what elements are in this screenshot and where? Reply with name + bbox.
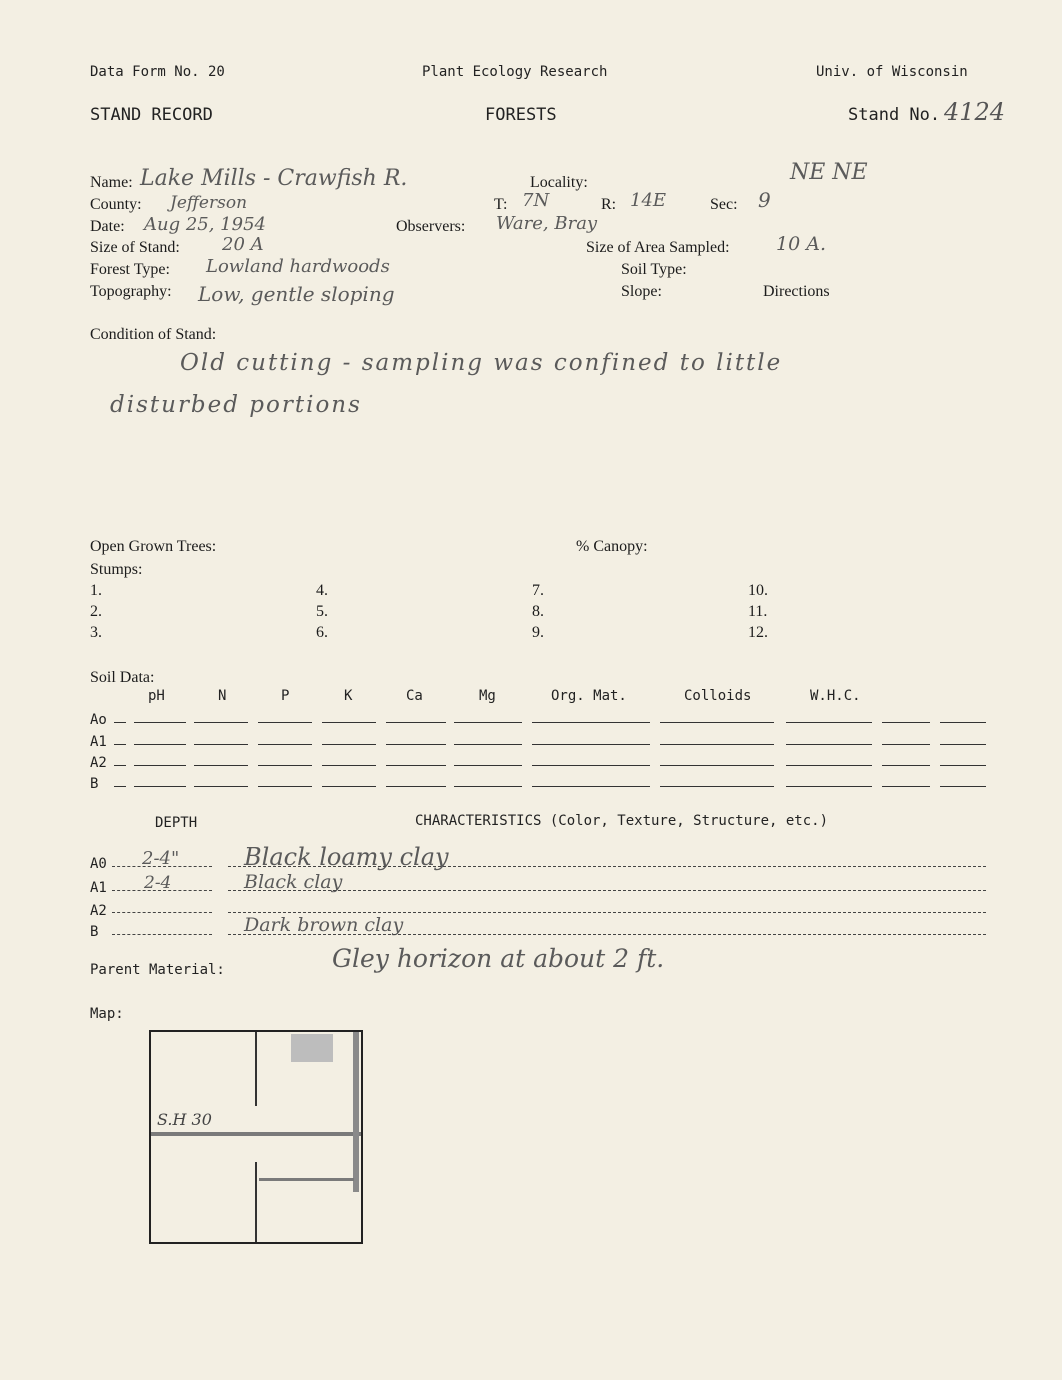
soil-blank-line <box>114 786 126 787</box>
soil-blank-line <box>940 744 986 745</box>
soil-blank-line <box>134 786 186 787</box>
soil-blank-line <box>786 765 872 766</box>
soil-blank-line <box>114 765 126 766</box>
stump-number: 2. <box>90 603 102 620</box>
condition-line-2: disturbed portions <box>110 392 362 418</box>
characteristics-line <box>228 866 986 867</box>
stump-number: 11. <box>748 603 768 620</box>
soil-row-label: A1 <box>90 734 107 750</box>
map-annotation: S.H 30 <box>157 1110 212 1129</box>
stump-number: 5. <box>316 603 328 620</box>
directions-label: Directions <box>763 283 830 300</box>
condition-line-1: Old cutting - sampling was confined to little <box>180 350 783 376</box>
township-value: 7N <box>522 190 550 211</box>
soil-column-header: Colloids <box>684 688 752 704</box>
horizon-depth: 2-4 <box>144 873 172 893</box>
stump-number: 7. <box>532 582 544 599</box>
characteristics-line <box>228 890 986 891</box>
stump-number: 12. <box>748 624 768 641</box>
stand-name: Lake Mills - Crawfish R. <box>140 166 408 191</box>
township-label: T: <box>494 196 508 213</box>
horizon-row-label: B <box>90 924 99 940</box>
soil-column-header: pH <box>148 688 165 704</box>
soil-blank-line <box>134 765 186 766</box>
soil-column-header: Ca <box>406 688 423 704</box>
name-label: Name: <box>90 174 133 191</box>
characteristics-line <box>228 912 986 913</box>
map-boundary <box>259 1178 354 1181</box>
observers-value: Ware, Bray <box>496 213 598 234</box>
horizon-row-label: A2 <box>90 903 107 919</box>
topography-label: Topography: <box>90 283 172 300</box>
soil-column-header: W.H.C. <box>810 688 861 704</box>
characteristics-line <box>112 890 212 891</box>
topography-value: Low, gentle sloping <box>198 282 395 306</box>
county-label: County: <box>90 196 142 213</box>
stump-number: 9. <box>532 624 544 641</box>
stump-number: 6. <box>316 624 328 641</box>
horizon-row-label: A1 <box>90 880 107 896</box>
soil-blank-line <box>454 765 522 766</box>
soil-blank-line <box>786 744 872 745</box>
soil-blank-line <box>940 765 986 766</box>
size-of-stand-value: 20 A <box>222 234 264 255</box>
soil-blank-line <box>194 765 248 766</box>
soil-blank-line <box>660 765 774 766</box>
soil-blank-line <box>454 744 522 745</box>
map-divider <box>255 1032 257 1106</box>
range-label: R: <box>601 196 617 213</box>
section-label: Sec: <box>710 196 738 213</box>
soil-blank-line <box>258 722 312 723</box>
map-shaded-area <box>291 1034 333 1062</box>
soil-blank-line <box>134 722 186 723</box>
soil-row-label: A2 <box>90 755 107 771</box>
soil-blank-line <box>322 744 376 745</box>
soil-blank-line <box>386 722 446 723</box>
soil-column-header: P <box>281 688 290 704</box>
soil-blank-line <box>322 722 376 723</box>
stump-number: 4. <box>316 582 328 599</box>
county-value: Jefferson <box>170 193 248 213</box>
characteristics-line <box>228 934 986 935</box>
stump-number: 8. <box>532 603 544 620</box>
size-of-stand-label: Size of Stand: <box>90 239 180 256</box>
soil-blank-line <box>454 722 522 723</box>
section-value: 9 <box>758 188 771 212</box>
soil-blank-line <box>258 744 312 745</box>
soil-blank-line <box>660 722 774 723</box>
stand-map <box>149 1030 363 1244</box>
canopy-label: % Canopy: <box>576 538 648 555</box>
depth-label: DEPTH <box>155 815 198 831</box>
soil-blank-line <box>134 744 186 745</box>
soil-blank-line <box>532 744 650 745</box>
soil-blank-line <box>386 765 446 766</box>
soil-row-label: B <box>90 776 99 792</box>
soil-blank-line <box>532 765 650 766</box>
stump-number: 10. <box>748 582 768 599</box>
soil-column-header: Org. Mat. <box>551 688 627 704</box>
soil-column-header: N <box>218 688 227 704</box>
characteristics-label: CHARACTERISTICS (Color, Texture, Structure, etc.) <box>415 813 829 829</box>
university-name: Univ. of Wisconsin <box>816 64 968 80</box>
soil-blank-line <box>322 765 376 766</box>
locality-value: NE NE <box>790 160 868 185</box>
stump-number: 1. <box>90 582 102 599</box>
stumps-label: Stumps: <box>90 561 143 578</box>
soil-blank-line <box>532 786 650 787</box>
map-label: Map: <box>90 1006 124 1022</box>
category-title: FORESTS <box>485 105 557 125</box>
soil-blank-line <box>882 765 930 766</box>
forest-type-label: Forest Type: <box>90 261 170 278</box>
observers-label: Observers: <box>396 218 466 235</box>
soil-blank-line <box>454 786 522 787</box>
condition-label: Condition of Stand: <box>90 326 217 343</box>
soil-blank-line <box>386 786 446 787</box>
horizon-depth: 2-4" <box>142 848 180 869</box>
soil-blank-line <box>882 744 930 745</box>
horizon-row-label: A0 <box>90 856 107 872</box>
soil-type-label: Soil Type: <box>621 261 687 278</box>
soil-column-header: Mg <box>479 688 496 704</box>
soil-blank-line <box>882 786 930 787</box>
soil-blank-line <box>194 722 248 723</box>
soil-blank-line <box>258 765 312 766</box>
stump-number: 3. <box>90 624 102 641</box>
soil-row-label: Ao <box>90 712 107 728</box>
characteristics-line <box>112 912 212 913</box>
soil-blank-line <box>194 744 248 745</box>
soil-blank-line <box>194 786 248 787</box>
soil-blank-line <box>786 786 872 787</box>
soil-blank-line <box>114 744 126 745</box>
soil-blank-line <box>258 786 312 787</box>
map-divider <box>255 1162 257 1242</box>
horizon-description: Black loamy clay <box>244 843 449 871</box>
soil-blank-line <box>940 722 986 723</box>
range-value: 14E <box>630 190 667 211</box>
soil-blank-line <box>322 786 376 787</box>
org-name: Plant Ecology Research <box>422 64 608 80</box>
record-title: STAND RECORD <box>90 105 213 125</box>
horizon-description: Black clay <box>244 871 343 893</box>
soil-blank-line <box>882 722 930 723</box>
locality-label: Locality: <box>530 174 588 191</box>
soil-column-header: K <box>344 688 353 704</box>
characteristics-line <box>112 934 212 935</box>
open-grown-trees-label: Open Grown Trees: <box>90 538 217 555</box>
size-of-area-label: Size of Area Sampled: <box>586 239 730 256</box>
map-road <box>151 1132 361 1136</box>
parent-material-label: Parent Material: <box>90 962 225 978</box>
soil-blank-line <box>940 786 986 787</box>
soil-blank-line <box>114 722 126 723</box>
stand-number-label: Stand No. <box>848 105 941 125</box>
soil-blank-line <box>786 722 872 723</box>
soil-blank-line <box>660 786 774 787</box>
slope-label: Slope: <box>621 283 662 300</box>
forest-type-value: Lowland hardwoods <box>206 256 390 277</box>
soil-blank-line <box>660 744 774 745</box>
soil-blank-line <box>532 722 650 723</box>
date-value: Aug 25, 1954 <box>144 214 266 235</box>
map-stream <box>353 1032 359 1192</box>
horizon-description: Dark brown clay <box>244 914 404 936</box>
size-of-area-value: 10 A. <box>776 233 826 255</box>
characteristics-line <box>112 866 212 867</box>
form-number: Data Form No. 20 <box>90 64 225 80</box>
date-label: Date: <box>90 218 125 235</box>
parent-material-value: Gley horizon at about 2 ft. <box>332 944 665 973</box>
soil-blank-line <box>386 744 446 745</box>
soil-data-label: Soil Data: <box>90 669 155 686</box>
stand-number: 4124 <box>944 98 1006 126</box>
